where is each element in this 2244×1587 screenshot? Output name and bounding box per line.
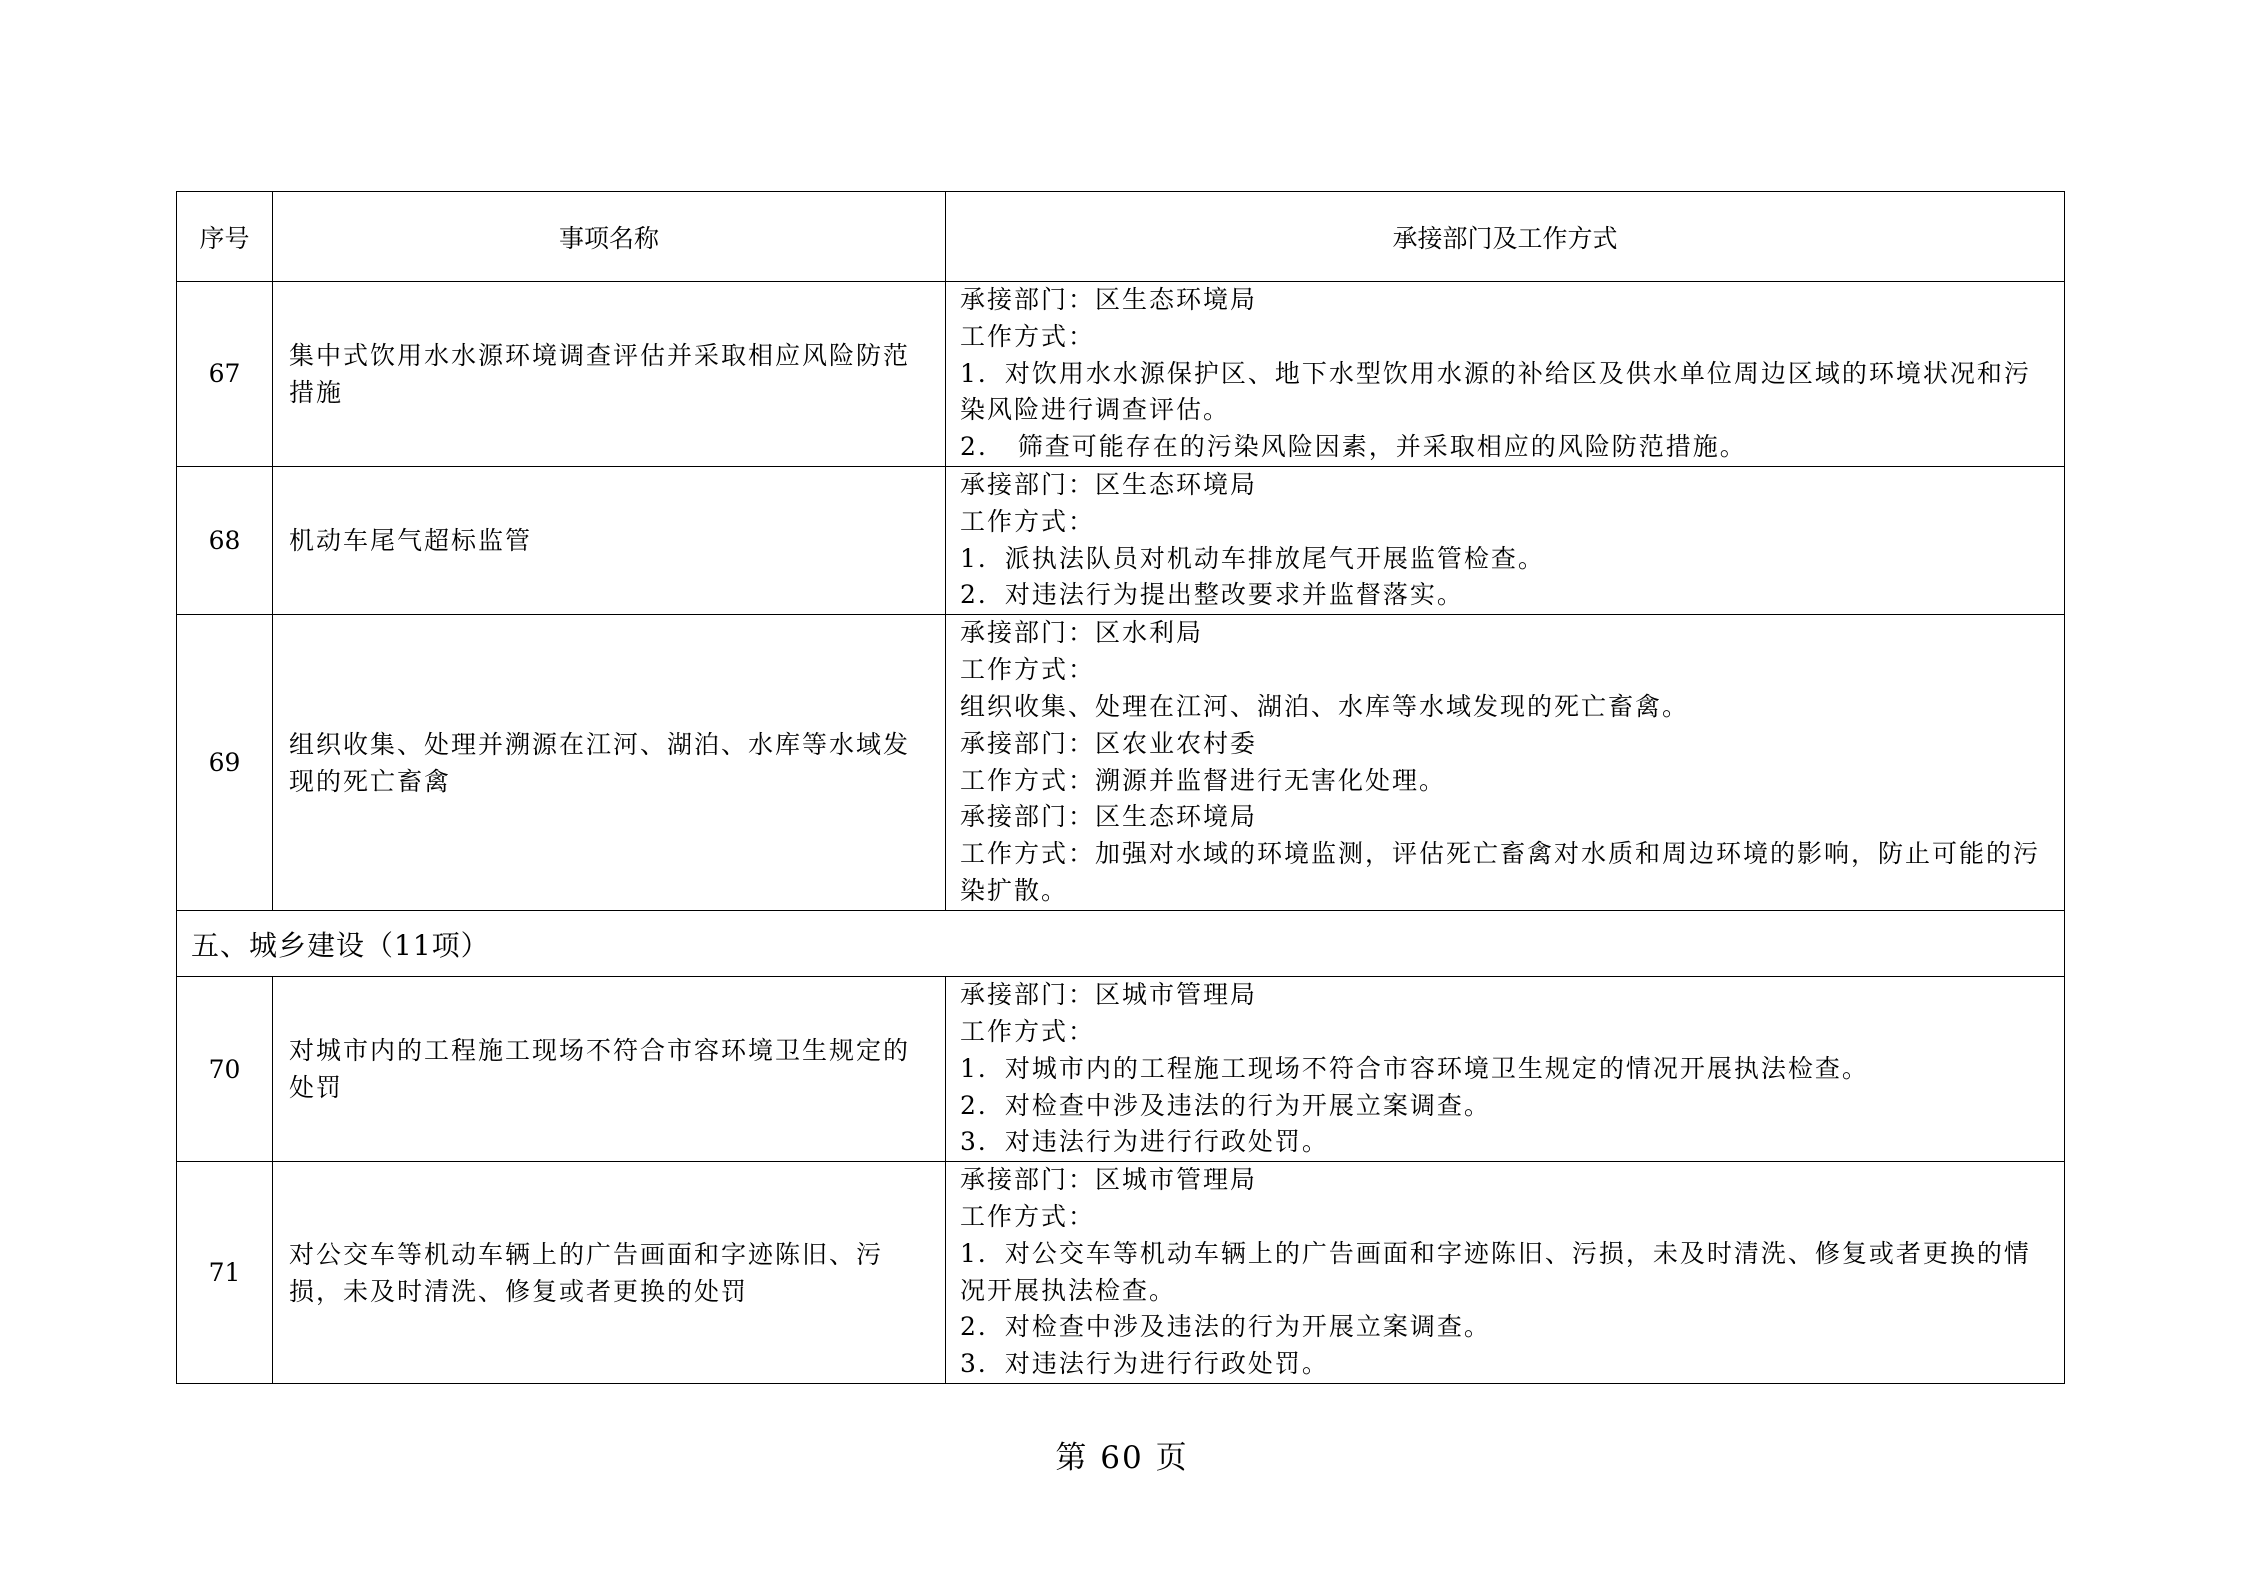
row-seq: 69 [177,615,273,911]
table-header-row [177,192,2065,282]
dept-line: 承接部门：区农业农村委 [960,728,1258,758]
section-row [177,911,2065,977]
table-row [177,466,2065,614]
dept-line: 1．对城市内的工程施工现场不符合市容环境卫生规定的情况开展执法检查。 [960,1053,1869,1083]
dept-line: 工作方式： [960,1016,1096,1046]
dept-line: 工作方式：加强对水域的环境监测，评估死亡畜禽对水质和周边环境的影响，防止可能的污染扩散。 [960,839,2041,906]
dept-line: 2．对违法行为提出整改要求并监督落实。 [960,580,1464,610]
table-row [177,615,2065,911]
header-dept: 承接部门及工作方式 [946,192,2065,282]
dept-line: 工作方式： [960,1201,1096,1231]
dept-line: 3．对违法行为进行行政处罚。 [960,1349,1329,1379]
dept-line: 承接部门：区城市管理局 [960,1165,1258,1195]
row-dept-ways [946,282,2065,467]
dept-line: 承接部门：区生态环境局 [960,469,1258,499]
header-name: 事项名称 [273,192,946,282]
dept-line: 工作方式：溯源并监督进行无害化处理。 [960,765,1447,795]
row-name: 对城市内的工程施工现场不符合市容环境卫生规定的处罚 [273,977,946,1162]
row-name: 对公交车等机动车辆上的广告画面和字迹陈旧、污损，未及时清洗、修复或者更换的处罚 [273,1162,946,1384]
dept-line: 2．对检查中涉及违法的行为开展立案调查。 [960,1312,1491,1342]
dept-line: 2．对检查中涉及违法的行为开展立案调查。 [960,1090,1491,1120]
dept-line: 工作方式： [960,655,1096,685]
row-seq: 67 [177,282,273,467]
table-row [177,977,2065,1162]
row-name: 组织收集、处理并溯源在江河、湖泊、水库等水域发现的死亡畜禽 [273,615,946,911]
table-row [177,1162,2065,1384]
page-number: 第 60 页 [1055,1440,1189,1476]
row-name: 机动车尾气超标监管 [273,466,946,614]
row-dept-ways [946,615,2065,911]
dept-line: 3．对违法行为进行行政处罚。 [960,1127,1329,1157]
row-dept-ways [946,1162,2065,1384]
row-dept-ways [946,466,2065,614]
row-seq: 70 [177,977,273,1162]
dept-line: 2. 筛查可能存在的污染风险因素，并采取相应的风险防范措施。 [960,432,1747,462]
dept-line: 承接部门：区城市管理局 [960,980,1258,1010]
dept-line: 承接部门：区生态环境局 [960,285,1258,314]
row-name: 集中式饮用水水源环境调查评估并采取相应风险防范措施 [273,282,946,467]
dept-line: 承接部门：区生态环境局 [960,802,1258,832]
header-seq: 序号 [177,192,273,282]
dept-line: 1．派执法队员对机动车排放尾气开展监管检查。 [960,543,1545,573]
dept-line: 工作方式： [960,506,1096,536]
matters-table [176,191,2065,1384]
dept-line: 组织收集、处理在江河、湖泊、水库等水域发现的死亡畜禽。 [960,692,1690,722]
dept-line: 1．对公交车等机动车辆上的广告画面和字迹陈旧、污损，未及时清洗、修复或者更换的情况开展执法检查。 [960,1238,2031,1305]
dept-line: 承接部门：区水利局 [960,618,1204,648]
row-dept-ways [946,977,2065,1162]
row-seq: 68 [177,466,273,614]
dept-line: 工作方式： [960,321,1096,351]
row-seq: 71 [177,1162,273,1384]
table-row [177,282,2065,467]
section-title: 五、城乡建设（11项） [177,911,2065,977]
dept-line: 1．对饮用水水源保护区、地下水型饮用水源的补给区及供水单位周边区域的环境状况和污染风险进行调查评估。 [960,358,2031,425]
